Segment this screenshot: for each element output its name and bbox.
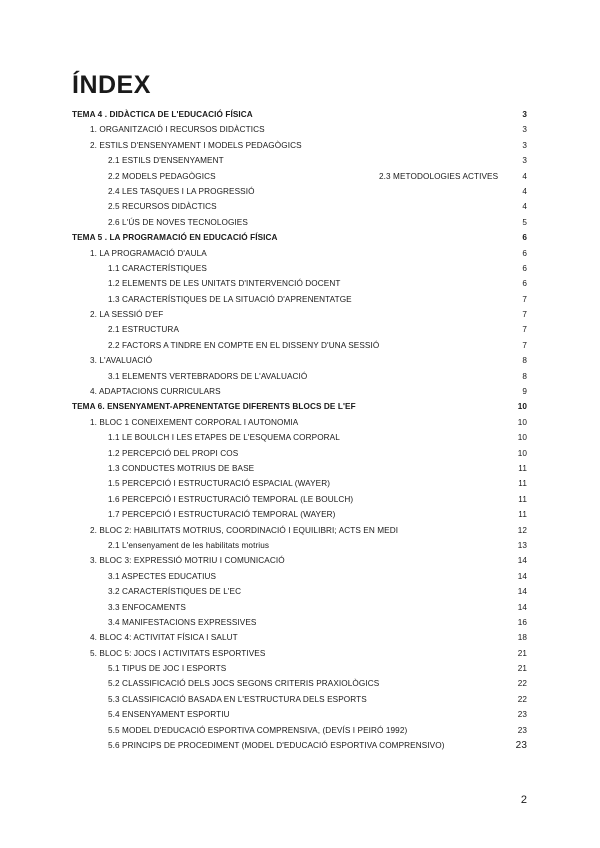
toc-entry[interactable]	[0, 369, 600, 384]
toc-entry-label: 1.2 PERCEPCIÓ DEL PROPI COS	[108, 448, 239, 458]
toc-entry-page: 11	[518, 463, 527, 473]
toc-entry[interactable]	[0, 630, 600, 645]
toc-entry-label: 1.3 CARACTERÍSTIQUES DE LA SITUACIÓ D'APRENENTATGE	[108, 294, 352, 304]
toc-entry[interactable]	[0, 169, 600, 184]
toc-entry-label: 2.2 FACTORS A TINDRE EN COMPTE EN EL DISSENY D'UNA SESSIÓ	[108, 340, 380, 350]
toc-entry[interactable]	[0, 322, 600, 337]
toc-entry-label: TEMA 4 . DIDÀCTICA DE L'EDUCACIÓ FÍSICA	[72, 110, 253, 119]
toc-entry-label: 3.1 ASPECTES EDUCATIUS	[108, 571, 217, 581]
toc-entry[interactable]	[0, 338, 600, 353]
toc-entry[interactable]	[0, 122, 600, 137]
toc-entry[interactable]	[0, 646, 600, 661]
toc-entry-page: 11	[518, 510, 527, 520]
toc-entry-page: 9	[522, 387, 527, 397]
toc-entry-page: 7	[522, 310, 527, 320]
toc-entry-label: 3. L'AVALUACIÓ	[90, 356, 153, 366]
toc-entry[interactable]	[0, 246, 600, 261]
toc-entry[interactable]	[0, 215, 600, 230]
toc-entry-page: 14	[517, 571, 527, 581]
toc-entry-label: 5.1 TIPUS DE JOC I ESPORTS	[108, 664, 227, 674]
table-of-contents	[0, 107, 600, 753]
toc-entry[interactable]	[0, 707, 600, 722]
toc-entry-page: 3	[522, 125, 527, 135]
toc-entry-label: TEMA 6. ENSENYAMENT-APRENENTATGE DIFERENTS BLOCS DE L'EF	[72, 402, 356, 412]
toc-entry[interactable]	[0, 107, 600, 122]
toc-entry[interactable]	[0, 523, 600, 538]
toc-entry[interactable]	[0, 676, 600, 691]
toc-entry-label: 3.2 CARACTERÍSTIQUES DE L'EC	[108, 587, 242, 597]
toc-entry[interactable]	[0, 476, 600, 491]
page-number: 2	[520, 794, 527, 806]
toc-entry-page: 11	[518, 479, 527, 489]
toc-entry-label: 1.3 CONDUCTES MOTRIUS DE BASE	[108, 463, 255, 473]
toc-entry[interactable]	[0, 276, 600, 291]
toc-entry-label: 2.4 LES TASQUES I LA PROGRESSIÓ	[108, 186, 255, 196]
toc-entry-page: 8	[522, 356, 527, 366]
toc-entry-label: 1.1 CARACTERÍSTIQUES	[108, 263, 207, 273]
toc-entry[interactable]	[0, 507, 600, 522]
toc-entry-page: 6	[522, 279, 527, 289]
toc-entry-page: 4	[522, 171, 527, 181]
toc-entry-page: 6	[522, 233, 527, 243]
toc-entry-page: 13	[517, 540, 527, 550]
toc-entry-page: 10	[517, 448, 527, 458]
toc-entry[interactable]	[0, 615, 600, 630]
toc-entry-page: 23	[515, 740, 527, 752]
toc-entry-page: 3	[522, 156, 527, 166]
toc-entry-label: 2.1 ESTILS D'ENSENYAMENT	[108, 156, 224, 166]
toc-entry-page: 10	[517, 417, 527, 427]
toc-entry-label: 4. BLOC 4: ACTIVITAT FÍSICA I SALUT	[90, 633, 238, 643]
toc-entry-page: 22	[517, 679, 527, 689]
toc-entry-label: 5. BLOC 5: JOCS I ACTIVITATS ESPORTIVES	[90, 648, 266, 658]
toc-entry-label: TEMA 5 . LA PROGRAMACIÓ EN EDUCACIÓ FÍSICA	[72, 233, 278, 243]
toc-entry-label: 5.4 ENSENYAMENT ESPORTIU	[108, 710, 230, 720]
toc-entry-label: 5.6 PRINCIPS DE PROCEDIMENT (MODEL D'EDUCACIÓ ESPORTIVA COMPRENSIVO)	[108, 741, 445, 751]
toc-entry-page: 22	[517, 694, 527, 704]
toc-entry-page: 14	[517, 587, 527, 597]
toc-entry-inline-label: 2.3 METODOLOGIES ACTIVES	[379, 171, 499, 181]
toc-entry-label: 5.2 CLASSIFICACIÓ DELS JOCS SEGONS CRITERIS PRAXIOLÒGICS	[108, 679, 380, 689]
toc-entry[interactable]	[0, 600, 600, 615]
toc-entry-label: 2.2 MODELS PEDAGÒGICS	[108, 171, 216, 181]
toc-entry[interactable]	[0, 230, 600, 245]
toc-entry-label: 2. BLOC 2: HABILITATS MOTRIUS, COORDINACIÓ I EQUILIBRI; ACTS EN MEDI	[90, 525, 399, 535]
toc-entry-label: 1.6 PERCEPCIÓ I ESTRUCTURACIÓ TEMPORAL (LE BOULCH)	[108, 494, 354, 504]
toc-entry[interactable]	[0, 138, 600, 153]
toc-entry[interactable]	[0, 692, 600, 707]
toc-entry-label: 1. BLOC 1 CONEIXEMENT CORPORAL I AUTONOMIA	[90, 417, 299, 427]
toc-entry-label: 3.1 ELEMENTS VERTEBRADORS DE L'AVALUACIÓ	[108, 371, 308, 381]
toc-entry-label: 2. ESTILS D'ENSENYAMENT I MODELS PEDAGÒGICS	[90, 140, 302, 150]
toc-entry-page: 11	[518, 494, 527, 504]
toc-entry-page: 14	[517, 556, 527, 566]
toc-entry[interactable]	[0, 307, 600, 322]
toc-entry-label: 2.6 L'ÚS DE NOVES TECNOLOGIES	[108, 217, 248, 227]
toc-entry[interactable]	[0, 538, 600, 553]
toc-entry-label: 5.3 CLASSIFICACIÓ BASADA EN L'ESTRUCTURA DELS ESPORTS	[108, 694, 367, 704]
toc-entry[interactable]	[0, 199, 600, 214]
toc-entry-page: 5	[522, 217, 527, 227]
toc-entry-page: 4	[522, 202, 527, 212]
toc-entry-label: 2.5 RECURSOS DIDÀCTICS	[108, 202, 217, 212]
toc-entry-page: 6	[522, 248, 527, 258]
toc-entry-label: 1.7 PERCEPCIÓ I ESTRUCTURACIÓ TEMPORAL (WAYER)	[108, 510, 336, 520]
toc-entry-page: 23	[517, 710, 527, 720]
toc-entry-page: 3	[522, 140, 527, 150]
toc-entry-page: 10	[517, 402, 527, 412]
toc-entry-page: 12	[517, 525, 527, 535]
toc-entry-label: 4. ADAPTACIONS CURRICULARS	[90, 387, 221, 397]
toc-entry-page: 4	[522, 186, 527, 196]
toc-entry-label: 3. BLOC 3: EXPRESSIÓ MOTRIU I COMUNICACIÓ	[90, 556, 285, 566]
toc-entry[interactable]	[0, 415, 600, 430]
toc-entry-page: 7	[522, 340, 527, 350]
toc-entry[interactable]	[0, 399, 600, 414]
toc-entry[interactable]	[0, 261, 600, 276]
toc-entry[interactable]	[0, 292, 600, 307]
toc-entry[interactable]	[0, 661, 600, 676]
toc-entry-label: 3.3 ENFOCAMENTS	[108, 602, 186, 612]
toc-entry[interactable]	[0, 723, 600, 738]
toc-entry-label: 1.2 ELEMENTS DE LES UNITATS D'INTERVENCIÓ DOCENT	[108, 279, 341, 289]
toc-entry-page: 7	[522, 294, 527, 304]
toc-entry[interactable]	[0, 446, 600, 461]
toc-entry-label: 5.5 MODEL D'EDUCACIÓ ESPORTIVA COMPRENSIVA, (DEVÍS I PEIRÓ 1992)	[108, 725, 408, 735]
toc-entry-page: 21	[517, 648, 527, 658]
toc-entry[interactable]	[0, 492, 600, 507]
toc-entry[interactable]	[0, 384, 600, 399]
toc-entry[interactable]	[0, 553, 600, 568]
toc-entry[interactable]	[0, 584, 600, 599]
toc-entry-label: 2. LA SESSIÓ D'EF	[90, 310, 164, 320]
toc-entry-page: 10	[517, 433, 527, 443]
toc-entry-page: 6	[522, 263, 527, 273]
toc-entry-page: 3	[522, 110, 527, 119]
index-title: ÍNDEX	[72, 71, 151, 99]
toc-entry-page: 21	[517, 664, 527, 674]
toc-entry[interactable]	[0, 153, 600, 168]
toc-entry-page: 18	[517, 633, 527, 643]
toc-entry-page: 16	[517, 617, 527, 627]
toc-entry-page: 14	[517, 602, 527, 612]
toc-entry[interactable]	[0, 353, 600, 368]
toc-entry-label: 1.1 LE BOULCH I LES ETAPES DE L'ESQUEMA CORPORAL	[108, 433, 340, 443]
toc-entry[interactable]	[0, 569, 600, 584]
toc-entry-page: 23	[517, 725, 527, 735]
toc-entry-label: 3.4 MANIFESTACIONS EXPRESSIVES	[108, 617, 257, 627]
toc-entry[interactable]	[0, 184, 600, 199]
toc-entry[interactable]	[0, 461, 600, 476]
toc-entry-page: 7	[522, 325, 527, 335]
toc-entry-label: 1. LA PROGRAMACIÓ D'AULA	[90, 248, 207, 258]
toc-entry-label: 2.1 L'ensenyament de les habilitats motrius	[108, 540, 270, 550]
toc-entry-label: 1. ORGANITZACIÓ I RECURSOS DIDÀCTICS	[90, 125, 265, 135]
toc-entry-label: 1.5 PERCEPCIÓ I ESTRUCTURACIÓ ESPACIAL (WAYER)	[108, 479, 331, 489]
toc-entry[interactable]	[0, 738, 600, 753]
toc-entry-page: 8	[522, 371, 527, 381]
toc-entry-label: 2.1 ESTRUCTURA	[108, 325, 180, 335]
toc-entry[interactable]	[0, 430, 600, 445]
